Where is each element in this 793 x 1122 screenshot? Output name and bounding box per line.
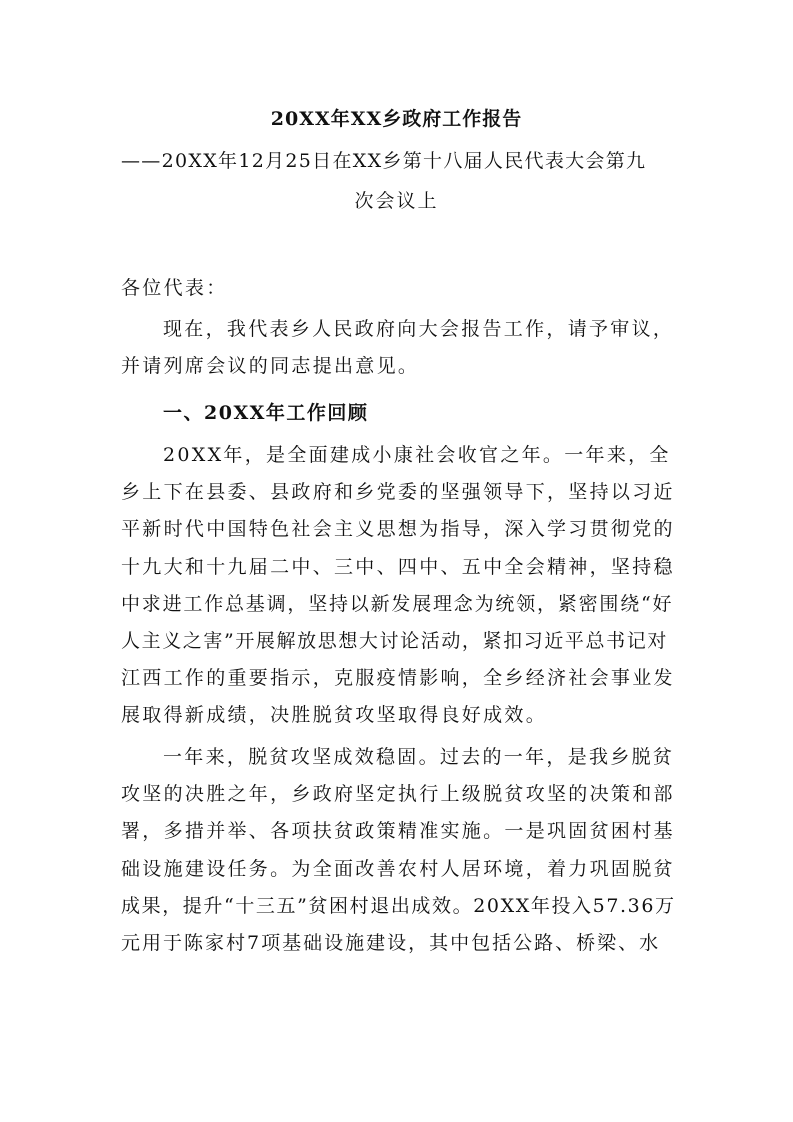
poverty-paragraph-line: 攻坚的决胜之年，乡政府坚定执行上级脱贫攻坚的决策和部 [121,783,675,805]
poverty-paragraph-line: 一年来，脱贫攻坚成效稳固。过去的一年，是我乡脱贫 [163,746,675,768]
poverty-paragraph-line: 成果，提升“十三五”贫困村退出成效。20XX年投入57.36万 [121,895,676,917]
poverty-paragraph-line: 础设施建设任务。为全面改善农村人居环境，着力巩固脱贫 [121,858,675,880]
salutation: 各位代表： [121,277,228,299]
review-paragraph-line: 20XX年，是全面建成小康社会收官之年。一年来，全 [163,444,671,466]
review-paragraph-line: 乡上下在县委、县政府和乡党委的坚强领导下，坚持以习近 [121,481,675,503]
intro-paragraph-line-2: 并请列席会议的同志提出意见。 [121,355,420,377]
poverty-paragraph-line: 署，多措并举、各项扶贫政策精准实施。一是巩固贫困村基 [121,820,675,842]
section-heading: 一、20XX年工作回顾 [163,402,369,424]
review-paragraph-line: 中求进工作总基调，坚持以新发展理念为统领，紧密围绕“好 [121,593,674,615]
subtitle-line-1: ——20XX年12月25日在XX乡第十八届人民代表大会第九 [121,150,647,172]
review-paragraph-line: 平新时代中国特色社会主义思想为指导，深入学习贯彻党的 [121,518,675,540]
review-paragraph-line: 展取得新成绩，决胜脱贫攻坚取得良好成效。 [121,704,548,726]
review-paragraph-line: 十九大和十九届二中、三中、四中、五中全会精神，坚持稳 [121,556,675,578]
review-paragraph-line: 江西工作的重要指示，克服疫情影响，全乡经济社会事业发 [121,667,675,689]
subtitle-line-2: 次会议上 [354,190,439,212]
intro-paragraph-line-1: 现在，我代表乡人民政府向大会报告工作，请予审议， [163,318,675,340]
document-title: 20XX年XX乡政府工作报告 [270,108,523,130]
review-paragraph-line: 人主义之害”开展解放思想大讨论活动，紧扣习近平总书记对 [121,630,668,652]
poverty-paragraph-line: 元用于陈家村7项基础设施建设，其中包括公路、桥梁、水 [121,932,661,954]
